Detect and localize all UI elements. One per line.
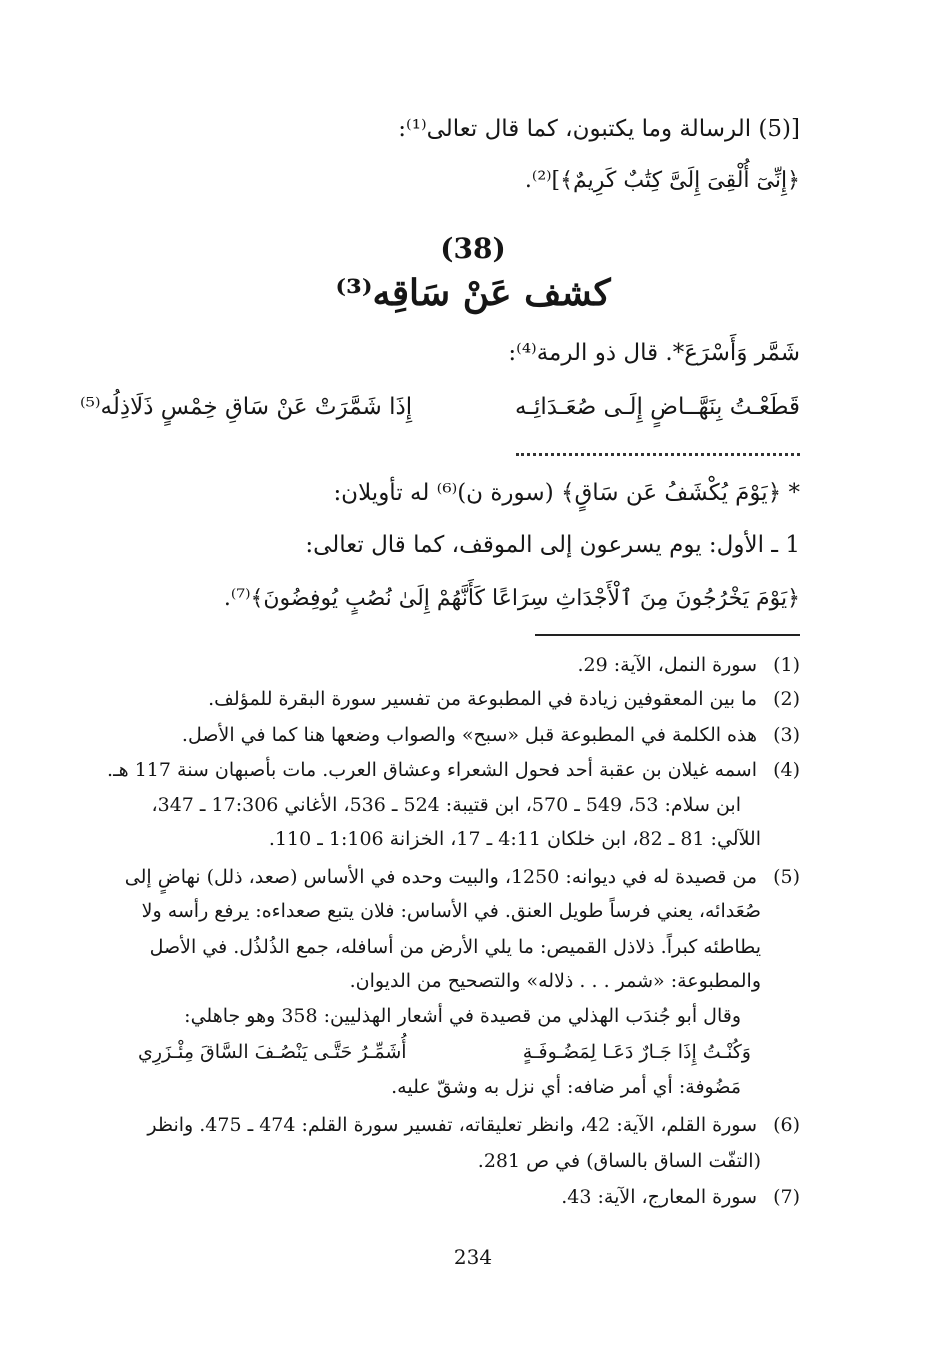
footnote-text: من قصيدة له في ديوانه: 1250، والبيت وحده في الأساس (صعد، ذلل) نهاضٍ إلى xyxy=(124,866,758,888)
footnote-number: (6) xyxy=(773,1114,800,1136)
footnote-number: (1) xyxy=(773,654,800,676)
footnote-text: اسمه غيلان بن عقبة أحد فحول الشعراء وعشاق العرب. مات بأصبهان سنة 117 هـ. xyxy=(107,759,758,781)
footnote-5 xyxy=(125,864,800,890)
footnote-text: سورة القلم، الآية: 42، وانظر تعليقاته، تفسير سورة القلم: 474 ـ 475. وانظر xyxy=(147,1114,758,1136)
footnote-5-line-6: مَضُوفة: أي أمر ضافه: أي نزل به وشقّ عليه. xyxy=(391,1076,741,1098)
footnote-7 xyxy=(561,1184,800,1210)
section-lead: شَمَّر وَأَسْرَعَ*. قال ذو الرمة⁽⁴⁾: xyxy=(508,340,800,366)
footnote-5-verse-right: وَكُنْـتُ إِذَا جَـارٌ دَعَـا لِمَضُـوفَـةٍ xyxy=(522,1041,751,1063)
footnote-5-line-4: والمطبوعة: «شمر . . . ذلاله» والتصحيح من الديوان. xyxy=(349,970,761,992)
footnote-5-verse-left: أُشَمِّـرُ حَتَّـى يَنْصُـفَ السَّاقَ مِئْـزَرِي xyxy=(138,1041,407,1063)
footnote-text: هذه الكلمة في المطبوعة قبل «سبح» والصواب وضعها هنا كما في الأصل. xyxy=(181,724,758,746)
footnote-number: (3) xyxy=(773,724,800,746)
footnote-number: (4) xyxy=(773,759,800,781)
footnote-number: (2) xyxy=(773,688,800,710)
quran-verse-2: ﴿يَوْمَ يَخْرُجُونَ مِنَ ٱلْأَجْدَاثِ سِرَاعًا كَأَنَّهُمْ إِلَىٰ نُصُبٍ يُوفِضُونَ﴾⁽⁷⁾. xyxy=(223,586,800,611)
footnote-number: (7) xyxy=(773,1186,800,1208)
footnote-2 xyxy=(208,686,800,712)
poem-hemistich-right: قَطَعْـتُ بِنَهَّــاضٍ إِلَـى صُعَـدَائِـه xyxy=(514,394,800,420)
footnote-text: سورة النمل، الآية: 29. xyxy=(577,654,758,676)
dotted-separator xyxy=(516,443,800,456)
footnote-4-line-3: اللآلي: 81 ـ 82، ابن خلكان 4:11 ـ 17، الخزانة 1:106 ـ 110. xyxy=(268,828,761,850)
footnote-number: (5) xyxy=(773,866,800,888)
footnote-text: سورة المعارج، الآية: 43. xyxy=(561,1186,758,1208)
intro-line-1: [(5) الرسالة وما يكتبون، كما قال تعالى⁽¹⁾: xyxy=(398,116,800,142)
footnote-5-line-2: صُعَدائه، يعني فرساً طويل العنق. في الأساس: فلان يتبع صعداءه: يرفع رأسه ولا xyxy=(141,900,761,922)
page-number: 234 xyxy=(453,1245,493,1269)
footnote-5-line-3: يطاطئه كبراً. ذلاذل القميص: ما يلي الأرض من أسافله، جمع الذُلذُل. في الأصل xyxy=(149,936,761,958)
footnote-text: ما بين المعقوفين زيادة في المطبوعة من تفسير سورة البقرة للمؤلف. xyxy=(208,688,758,710)
footnote-6 xyxy=(147,1112,800,1138)
footnote-rule xyxy=(535,634,800,636)
section-number: (38) xyxy=(440,232,506,265)
interpretation-point-1: 1 ـ الأول: يوم يسرعون إلى الموقف، كما قال تعالى: xyxy=(305,532,800,558)
footnote-5-line-5: وقال أبو جُندَب الهذلي من قصيدة في أشعار الهذليين: 358 وهو جاهلي: xyxy=(184,1005,741,1027)
footnote-4 xyxy=(107,757,800,783)
interpretation-note: * ﴿يَوْمَ يُكْشَفُ عَن سَاقٍ﴾ (سورة ن)⁽⁶⁾ له تأويلان: xyxy=(333,480,800,506)
poem-hemistich-left: إِذَا شَمَّرَتْ عَنْ سَاقِ خِمْسٍ ذَلَاذِلُه⁽⁵⁾ xyxy=(80,394,413,420)
footnote-1 xyxy=(577,652,800,678)
intro-quran-verse: ﴿إِنِّىٓ أُلْقِىَ إِلَىَّ كِتَٰبٌ كَرِيمٌ﴾]⁽²⁾. xyxy=(524,168,800,193)
footnote-4-line-2: ابن سلام: 53، 549 ـ 570، ابن قتيبة: 524 ـ 536، الأغاني 17:306 ـ 347، xyxy=(151,794,741,816)
section-title: كشف عَنْ سَاقِه⁽³⁾ xyxy=(335,272,611,314)
footnote-3 xyxy=(182,722,800,748)
footnote-6-line-2: (التفّت الساق بالساق) في ص 281. xyxy=(477,1150,761,1172)
